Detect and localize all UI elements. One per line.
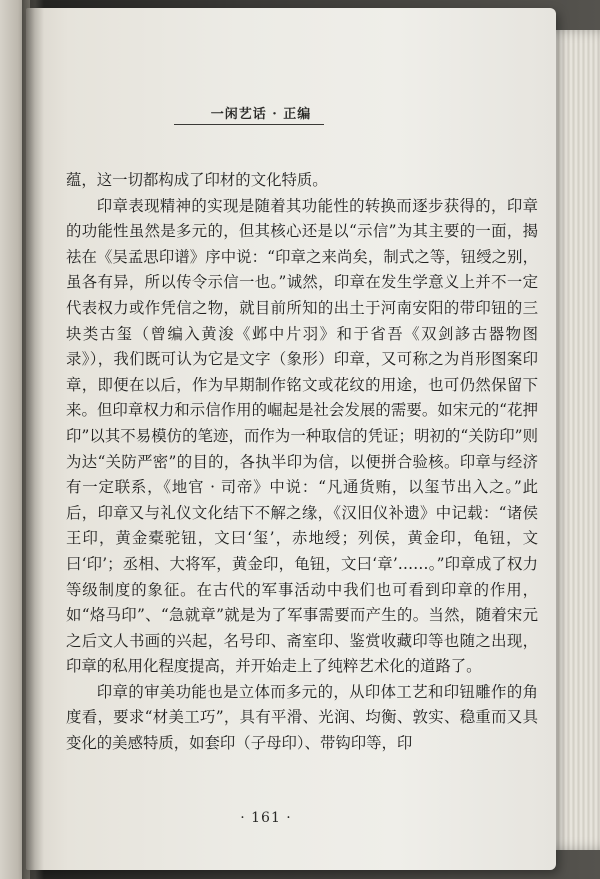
paragraph: 印章表现精神的实现是随着其功能性的转换而逐步获得的，印章的功能性虽然是多元的，但其核心还是以“示信”为其主要的一面，揭祛在《吴孟思印谱》序中说：“印章之来尚矣，制式之等，钮绶之别，虽各有异，所以传令示信一也。”诚然，印章在发生学意义上并不一定代表权力或作凭信之物，就目前所知的出土于河南安阳的带印钮的三块类古玺（曾编入黄浚《邺中片羽》和于省吾《双剑誃古器物图录》），我们既可认为它是文字（象形）印章，又可称之为肖形图案印章，即便在以后，作为早期制作铭文或花纹的用途，也可仍然保留下来。但印章权力和示信作用的崛起是社会发展的需要。如宋元的“花押印”以其不易模仿的笔迹，而作为一种取信的凭证；明初的“关防印”则为达“关防严密”的目的，各执半印为信，以便拼合验核。印章与经济有一定联系，《地官 · 司帝》中说：“凡通货贿，以玺节出入之。”此后，印章又与礼仪文化结下不解之缘，《汉旧仪补遗》中记载：“诸侯王印，黄金橐驼钮，文曰‘玺’，赤地绶；列侯，黄金印，龟钮，文曰‘印’；丞相、大将军，黄金印，龟钮，文曰‘章’……。”印章成了权力等级制度的象征。在古代的军事活动中我们也可看到印章的作用，如“烙马印”、“急就章”就是为了军事需要而产生的。当然，随着宋元之后文人书画的兴起，名号印、斋室印、鉴赏收藏印等也随之出现，印章的私用化程度提高，并开始走上了纯粹艺术化的道路了。: [66, 196, 538, 676]
paragraph: 印章的审美功能也是立体而多元的，从印体工艺和印钮雕作的角度看，要求“材美工巧”，具有平滑、光润、均衡、敦实、稳重而又具变化的美感特质，如套印（子母印）、带钩印等，印: [66, 682, 538, 753]
running-header: 一闲艺话 · 正编: [210, 107, 312, 122]
paragraph-continuation: 蕴，这一切都构成了印材的文化特质。: [66, 171, 328, 189]
binding-gutter: [22, 0, 44, 879]
body-text: [66, 168, 538, 757]
book-page: [26, 8, 556, 870]
header-rule: [174, 124, 324, 125]
page-number: · 161 ·: [240, 810, 292, 826]
